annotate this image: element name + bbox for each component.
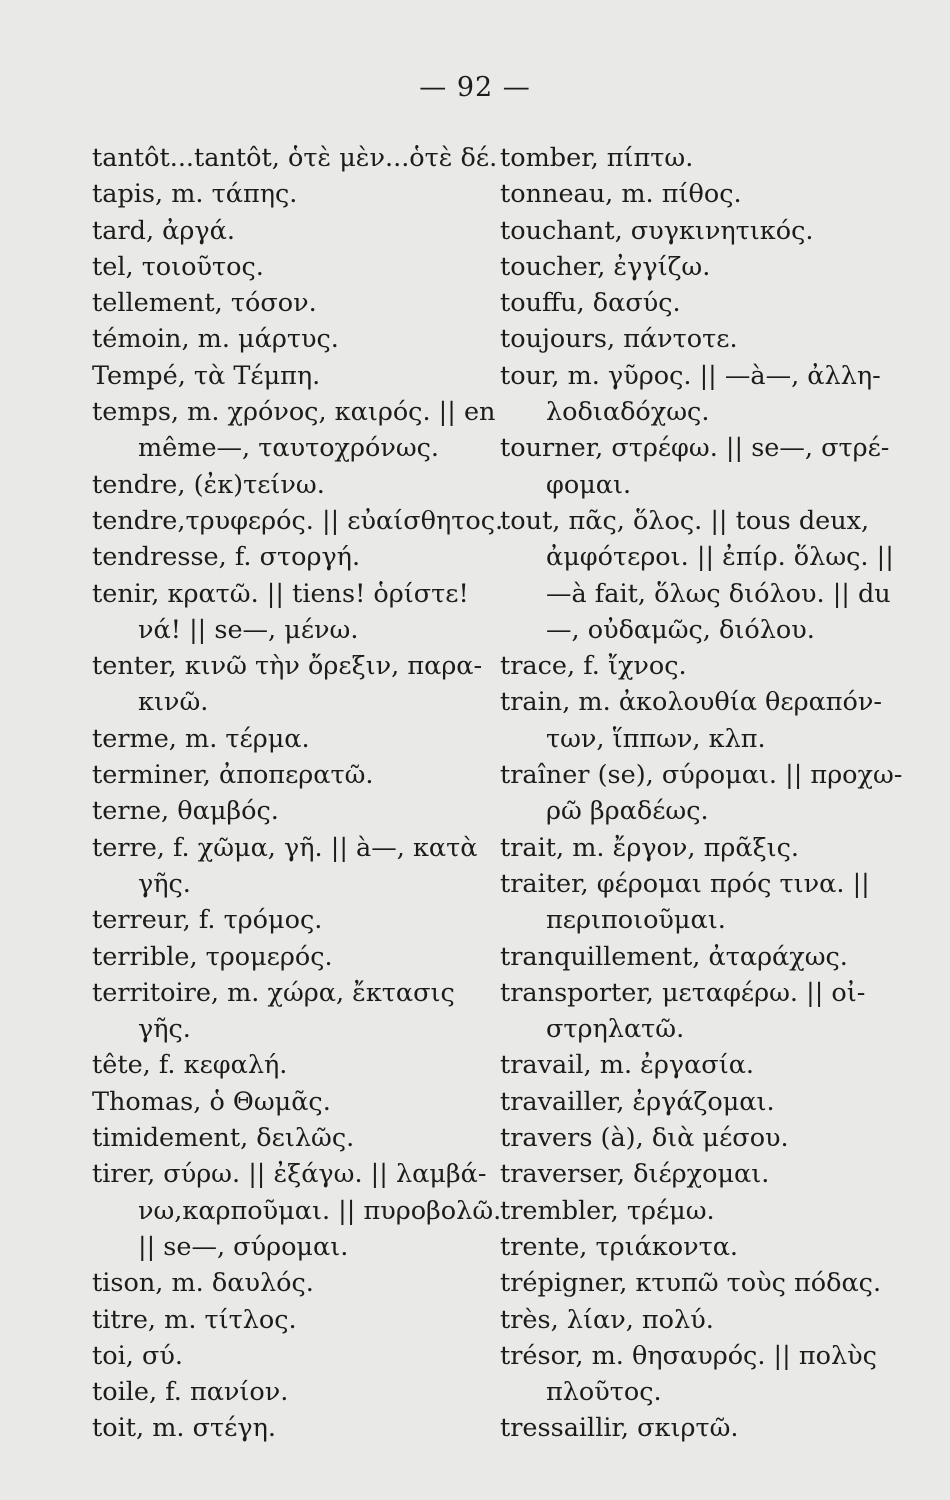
dictionary-entry: train, m. ἀκολουθία θεραπόν- [500, 687, 883, 718]
dictionary-entry-continuation: γῆς. [138, 1014, 191, 1045]
dictionary-entry: toi, σύ. [92, 1340, 183, 1371]
dictionary-entry-continuation: νω,καρποῦμαι. || πυροβολῶ. [138, 1195, 502, 1226]
dictionary-entry: tirer, σύρω. || ἐξάγω. || λαμβά- [92, 1159, 487, 1190]
dictionary-entry: tout, πᾶς, ὅλος. || tous deux, [500, 505, 870, 536]
dictionary-entry: Thomas, ὁ Θωμᾶς. [92, 1086, 331, 1117]
dictionary-entry: travail, m. ἐργασία. [500, 1050, 755, 1081]
dictionary-entry: tellement, τόσον. [92, 288, 317, 319]
dictionary-entry: tressaillir, σκιρτῶ. [500, 1413, 739, 1444]
dictionary-entry: tantôt...tantôt, ὁτὲ μὲν...ὁτὲ δέ. [92, 143, 498, 173]
dictionary-entry: tomber, πίπτω. [500, 143, 694, 173]
dictionary-entry-continuation: —à fait, ὅλως διόλου. || du [546, 578, 891, 609]
dictionary-entry: toit, m. στέγη. [92, 1413, 276, 1444]
dictionary-entry: tête, f. κεφαλή. [92, 1050, 288, 1081]
dictionary-entry: trente, τριάκοντα. [500, 1231, 739, 1262]
dictionary-entry-continuation: ἀμφότεροι. || ἐπίρ. ὅλως. || [546, 542, 894, 573]
dictionary-entry: transporter, μεταφέρω. || οἰ- [500, 977, 866, 1008]
dictionary-entry: Tempé, τὰ Τέμπη. [92, 360, 321, 391]
dictionary-entry: tard, ἀργά. [92, 215, 235, 246]
dictionary-entry: trépigner, κτυπῶ τοὺς πόδας. [500, 1268, 882, 1299]
left-column [92, 140, 504, 1447]
dictionary-entry: terme, m. τέρμα. [92, 723, 310, 754]
dictionary-entry: trembler, τρέμω. [500, 1195, 715, 1226]
dictionary-entry: terne, θαμβός. [92, 796, 279, 827]
dictionary-entry: tison, m. δαυλός. [92, 1268, 314, 1299]
dictionary-entry: témoin, m. μάρτυς. [92, 324, 339, 355]
dictionary-entry: tendre, (ἐκ)τείνω. [92, 469, 325, 500]
dictionary-entry-continuation: περιποιοῦμαι. [546, 905, 726, 936]
dictionary-entry-continuation: των, ἵππων, κλπ. [546, 723, 766, 754]
dictionary-entry-continuation: νά! || se—, μένω. [138, 614, 359, 645]
dictionary-entry: traîner (se), σύρομαι. || προχω- [500, 760, 903, 791]
dictionary-entry: traverser, διέρχομαι. [500, 1159, 770, 1190]
dictionary-entry: terminer, ἀποπερατῶ. [92, 760, 374, 791]
dictionary-entry: tourner, στρέφω. || se—, στρέ- [500, 433, 890, 464]
dictionary-entry: tapis, m. τάπης. [92, 179, 298, 210]
dictionary-entry: trésor, m. θησαυρός. || πολὺς [500, 1340, 877, 1371]
dictionary-entry-continuation: φομαι. [546, 469, 632, 500]
dictionary-entry: tour, m. γῦρος. || —à—, ἀλλη- [500, 360, 881, 391]
dictionary-entry: trait, m. ἔργον, πρᾶξις. [500, 832, 800, 863]
dictionary-entry: trace, f. ἴχνος. [500, 651, 687, 682]
dictionary-entry: terre, f. χῶμα, γῆ. || à—, κατὰ [92, 832, 478, 863]
dictionary-entry-continuation: —, οὐδαμῶς, διόλου. [546, 614, 815, 645]
dictionary-entry: touffu, δασύς. [500, 288, 681, 319]
dictionary-entry-continuation: même—, ταυτοχρόνως. [138, 433, 440, 464]
dictionary-entry: territoire, m. χώρα, ἔκτασις [92, 977, 455, 1008]
dictionary-entry: travailler, ἐργάζομαι. [500, 1086, 775, 1117]
dictionary-entry: touchant, συγκινητικός. [500, 215, 814, 246]
dictionary-entry-continuation: γῆς. [138, 868, 191, 899]
dictionary-entry-continuation: λοδιαδόχως. [546, 397, 710, 428]
dictionary-entry: tranquillement, ἀταράχως. [500, 941, 848, 972]
dictionary-entry-continuation: στρηλατῶ. [546, 1014, 685, 1045]
dictionary-entry: travers (à), διὰ μέσου. [500, 1123, 789, 1154]
dictionary-entry: toile, f. πανίον. [92, 1377, 289, 1408]
dictionary-entry: tel, τοιοῦτος. [92, 251, 264, 282]
dictionary-entry: terreur, f. τρόμος. [92, 905, 323, 936]
dictionary-entry: tonneau, m. πίθος. [500, 179, 742, 210]
dictionary-entry: temps, m. χρόνος, καιρός. || en [92, 397, 496, 428]
right-column [500, 140, 905, 1447]
dictionary-entry-continuation: || se—, σύρομαι. [138, 1231, 349, 1262]
dictionary-entry: très, λίαν, πολύ. [500, 1304, 714, 1335]
dictionary-entry: tenir, κρατῶ. || tiens! ὁρίστε! [92, 578, 469, 609]
dictionary-entry: toucher, ἐγγίζω. [500, 251, 711, 282]
dictionary-entry: tendre,τρυφερός. || εὐαίσθητος. [92, 505, 504, 536]
dictionary-entry: tenter, κινῶ τὴν ὄρεξιν, παρα- [92, 651, 483, 682]
dictionary-entry-continuation: κινῶ. [138, 687, 209, 718]
dictionary-entry-continuation: ρῶ βραδέως. [546, 796, 709, 827]
dictionary-entry: timidement, δειλῶς. [92, 1123, 355, 1154]
dictionary-entry: toujours, πάντοτε. [500, 324, 738, 355]
dictionary-entry: titre, m. τίτλος. [92, 1304, 297, 1335]
dictionary-entry: tendresse, f. στοργή. [92, 542, 361, 573]
page-number: — 92 — [419, 72, 531, 103]
dictionary-entry: traiter, φέρομαι πρός τινα. || [500, 868, 870, 899]
dictionary-entry-continuation: πλοῦτος. [546, 1377, 662, 1408]
dictionary-entry: terrible, τρομερός. [92, 941, 333, 972]
